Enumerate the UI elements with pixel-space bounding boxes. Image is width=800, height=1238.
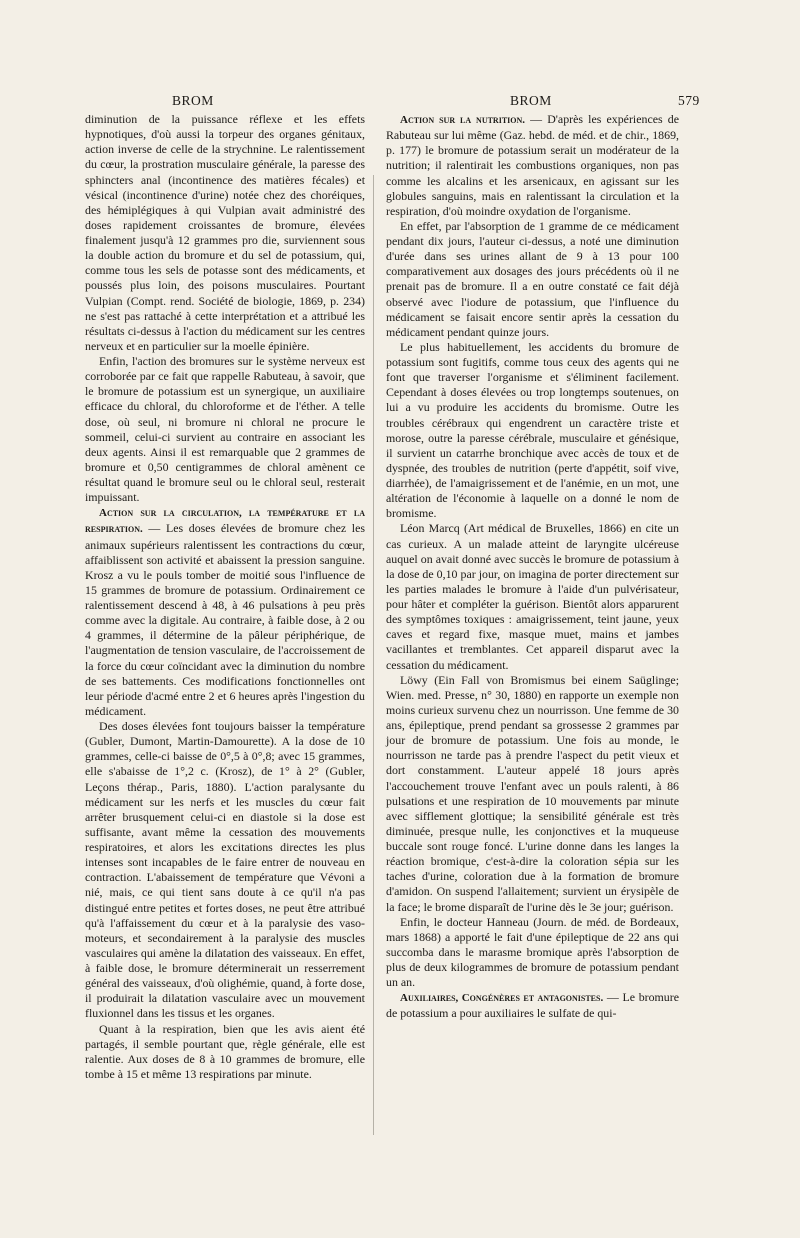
paragraph: Enfin, l'action des bromures sur le système nerveux est corroborée par ce fait que rappelle Rabuteau, à savoir, que le bromure de potassium est un synergique, un auxiliaire efficace du chloral, du chloroforme et de l'éther. A telle dose, où seul, ni bromure ni chloral ne procure le sommeil, celui-ci survient au contraire en associant les deux agents. Ainsi il est remarquable que 2 grammes de bromure et 0,50 centigrammes de chloral amènent ce résultat quand le bromure seul ou le chloral seul, resterait impuissant. <box>85 354 365 505</box>
paragraph: Löwy (Ein Fall von Bromismus bei einem Saüglinge; Wien. med. Presse, n° 30, 1880) en rapporte un exemple non moins curieux survenu chez un nourrisson. Une femme de 30 ans, épileptique, prend pendant sa grossesse 2 grammes par jour de bromure de potassium. Une fois au monde, le nourrisson ne tarde pas à prendre l'aspect du petit vieux et dort constamment. L'auteur appelé 18 jours après l'accouchement trouve l'enfant avec un pouls ralenti, à 86 pulsations et une respiration de 10 mouvements par minute avec sifflement glottique; la sensibilité générale est très diminuée, presque nulle, les conjonctives et la muqueuse buccale sont rouge foncé. L'urine donne dans les langes la réaction bromique, c'est-à-dire la coloration sépia sur les taches d'urine, coloration due à la formation de bromure d'amidon. On suspend l'allaitement; survient un érysipèle de la face; le brome disparaît de l'urine dès le 3e jour; guérison. <box>386 672 679 914</box>
paragraph-text: — Les doses élevées de bromure chez les animaux supérieurs ralentissent les contractions du cœur, affaiblissent son activité et abaissent la pression sanguine. Krosz a vu le pouls tomber de moitié sous l'influence de 15 grammes de bromure de potassium. Ordinairement ce ralentissement descend à 48, à 46 pulsations à peu près comme avec la digitale. Au contraire, à faible dose, à 2 ou 4 grammes, il détermine de la pâleur périphérique, de l'augmentation de tension vasculaire, de l'accroissement de la force du cœur coïncidant avec la diminution du nombre de ses battements. Ces modifications fonctionnelles ont leur période d'acmé entre 2 et 6 heures après l'ingestion du médicament. <box>85 521 365 718</box>
section-heading: Action sur la nutrition. <box>400 114 526 126</box>
paragraph-text: — D'après les expériences de Rabuteau sur lui même (Gaz. hebd. de méd. et de chir., 1869, p. 177) le bromure de potassium serait un modérateur de la nutrition; il ralentirait les combustions organiques, non pas comme les alcalins et les arsenicaux, en agissant sur les globules sanguins, mais en ralentissant la circulation et la respiration, d'où moindre oxydation de l'organisme. <box>386 112 679 218</box>
paragraph <box>386 990 679 1021</box>
column-divider <box>373 175 374 1135</box>
paragraph <box>85 505 365 719</box>
paragraph: diminution de la puissance réflexe et les effets hypnotiques, d'où aussi la torpeur des organes génitaux, action inverse de celle de la strychnine. Le ralentissement du cœur, la prostration musculaire générale, la paresse des sphincters anal (incontinence des matières fécales) et vésical (incontinence d'urine) notée chez des choréiques, des hémiplégiques à qui Vulpian avait administré des doses rapidement croissantes de bromure, élevées finalement jusqu'à 12 grammes pro die, surviennent sous la double action du bromure et du sel de potassium, qui, comme tous les sels de potasse sont des médicaments, et poussés plus loin, des poisons musculaires. Pourtant Vulpian (Compt. rend. Société de biologie, 1869, p. 234) ne s'est pas rattaché à cette interprétation et a attribué les résultats ci-dessus à l'action du médicament sur les centres nerveux et en particulier sur la moelle épinière. <box>85 112 365 353</box>
paragraph-text: — Le bromure de potassium a pour auxiliaires le sulfate de qui- <box>386 990 679 1021</box>
left-column <box>85 112 365 1082</box>
page-number: 579 <box>678 93 700 108</box>
paragraph: Enfin, le docteur Hanneau (Journ. de méd. de Bordeaux, mars 1868) a apporté le fait d'une épileptique de 22 ans qui succomba dans le marasme bromique après l'absorption de plus de deux kilogrammes de bromure de potassium pendant un an. <box>386 914 679 990</box>
paragraph: En effet, par l'absorption de 1 gramme de ce médicament pendant dix jours, l'auteur ci-dessus, a noté une diminution d'urée dans ses urines allant de 9 à 13 pour 100 comparativement aux dosages des jours précédents où il ne prenait pas de bromure. Il a en outre constaté ce fait déjà observé avec l'iodure de potassium, que l'influence du médicament se faisait encore sentir après la cessation du médicament pendant quinze jours. <box>386 218 679 339</box>
paragraph: Des doses élevées font toujours baisser la température (Gubler, Dumont, Martin-Damourette). A la dose de 10 grammes, celle-ci baisse de 0°,5 à 0°,8; avec 15 grammes, elle s'abaisse de 1°,2 c. (Krosz), de 1° à 2° (Gubler, Leçons thérap., Paris, 1880). L'action paralysante du médicament sur les nerfs et les muscles du cœur fait arrêter brusquement celui-ci en diastole si la dose est suffisante, avant même la cessation des mouvements respiratoires, et alors les excitations directes les plus intenses sont incapables de le faire entrer de nouveau en contraction. L'abaissement de température que Vévoni a nié, mais, ce qui tient sans doute à ce qu'il n'a pas distingué entre petites et fortes doses, ne peut être attribué qu'à l'affaissement du cœur et à la paralysie des vaso-moteurs, et secondairement à la paralysie des muscles vasculaires qui amène la dilatation des vaisseaux. En effet, à faible dose, le bromure déterminerait un resserrement général des vaisseaux, d'où olighémie, quand, à forte dose, il produirait la dilatation vasculaire avec un mouvement fluxionnel dans les tissus et les organes. <box>85 719 365 1021</box>
section-heading: Action sur la circulation, la température et la respiration. <box>85 507 365 536</box>
paragraph: Léon Marcq (Art médical de Bruxelles, 1866) en cite un cas curieux. A un malade atteint de laryngite ulcéreuse auquel on avait donné avec succès le bromure de potassium à la dose de 0,10 par jour, on imagina de porter directement sur les parties malades le bromure à l'aide d'un pulvérisateur, pour hâter et compléter la guérison. Bientôt alors apparurent des symptômes toxiques : amaigrissement, teint jaune, yeux caves et regard fixe, masque muet, mains et jambes vacillantes et tremblantes. Cet appareil disparut avec la cessation du médicament. <box>386 521 679 672</box>
section-heading: Auxiliaires, Congénères et antagonistes. <box>400 992 604 1005</box>
running-head-right: BROM <box>510 93 552 108</box>
running-head-left: BROM <box>172 93 214 108</box>
paragraph: Le plus habituellement, les accidents du bromure de potassium sont fugitifs, comme tous ceux des agents qui ne font que traverser l'organisme et s'éliminent facilement. Cependant à doses élevées ou trop longtemps soutenues, on lui a vu produire les accidents du bromisme. Outre les troubles cérébraux qui engendrent un caractère triste et morose, outre la paresse cérébrale, musculaire et génésique, il survient un catarrhe bronchique avec accès de toux et de dyspnée, des troubles de nutrition (perte d'appétit, soif vive, diarrhée), de l'amaigrissement et de l'anémie, en un mot, une altération de l'économie à laquelle on a donné le nom de bromisme. <box>386 339 679 521</box>
right-column <box>386 112 679 1022</box>
paragraph: Quant à la respiration, bien que les avis aient été partagés, il semble pourtant que, règle générale, elle est ralentie. Aux doses de 8 à 10 grammes de bromure, elle tombe à 15 et même 13 respirations par minute. <box>85 1021 365 1081</box>
paragraph <box>386 112 679 219</box>
